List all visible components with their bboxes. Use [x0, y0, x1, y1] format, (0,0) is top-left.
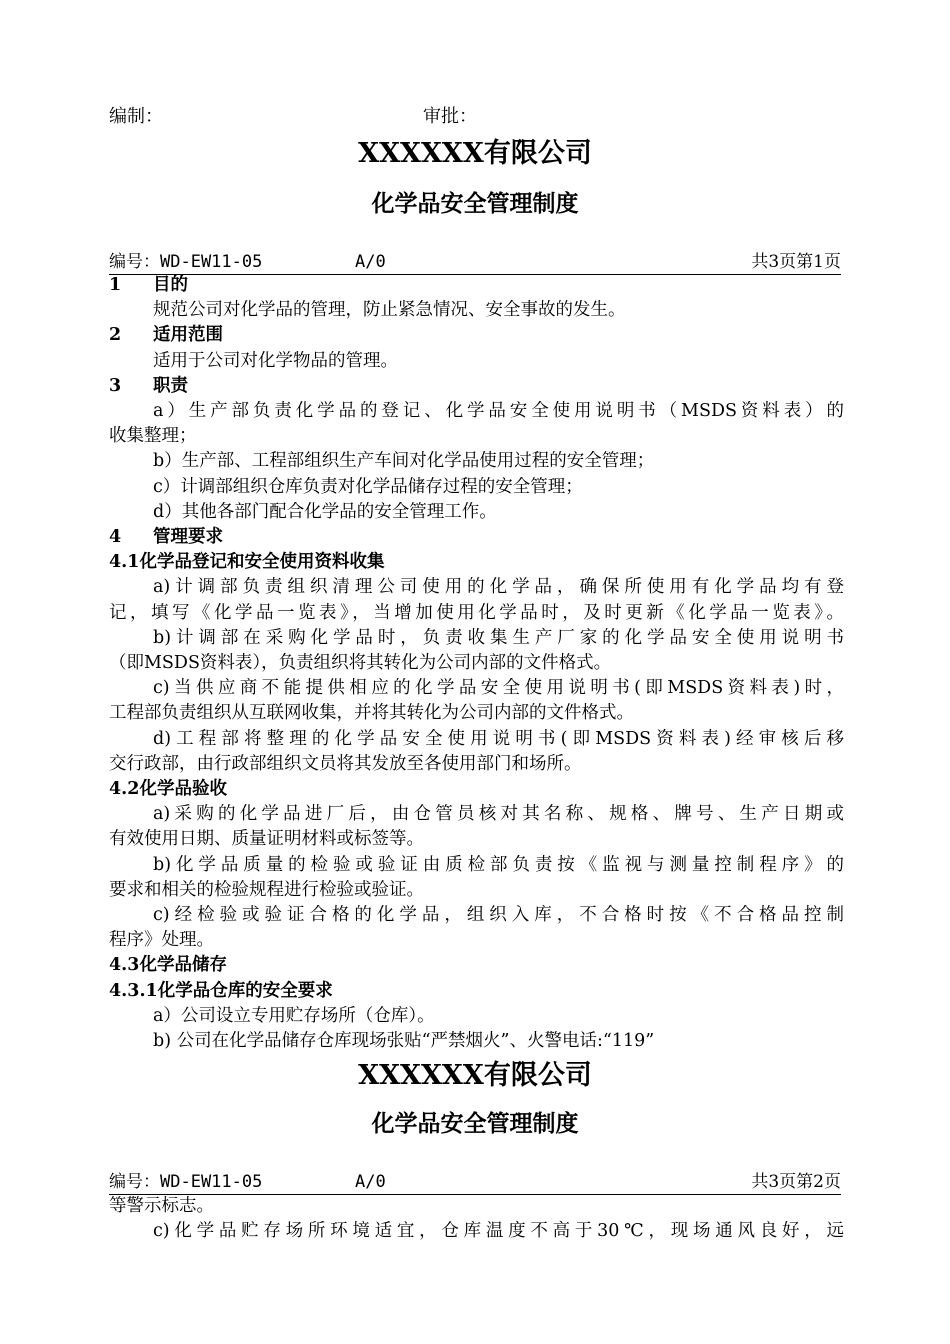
- body-text-line: a)采购的化学品进厂后，由仓管员核对其名称、规格、牌号、生产日期或: [153, 804, 844, 825]
- document-version: A/0: [355, 1172, 386, 1192]
- subsection-heading: 4.2化学品验收: [109, 779, 227, 800]
- body-text-line: 适用于公司对化学物品的管理。: [153, 350, 398, 371]
- body-text-line: 程序》处理。: [109, 930, 214, 951]
- body-text-line: 规范公司对化学品的管理，防止紧急情况、安全事故的发生。: [153, 300, 626, 321]
- document-header-row: [109, 250, 841, 275]
- subsection-heading: 4.3化学品储存: [109, 955, 227, 976]
- body-text-line: b）生产部、工程部组织生产车间对化学品使用过程的安全管理；: [153, 451, 655, 472]
- body-text-line: b)计调部在采购化学品时，负责收集生产厂家的化学品安全使用说明书: [153, 627, 844, 648]
- approve-label: 审批：: [423, 106, 477, 127]
- body-text-line: c)化学品贮存场所环境适宜，仓库温度不高于30℃，现场通风良好，远: [153, 1221, 844, 1242]
- body-text-line: c)当供应商不能提供相应的化学品安全使用说明书(即MSDS资料表)时，: [153, 678, 844, 699]
- section-title: 管理要求: [153, 527, 223, 548]
- subsection-heading: 4.1化学品登记和安全使用资料收集: [109, 552, 385, 573]
- section-number: 3: [109, 375, 122, 396]
- compile-label: 编制：: [109, 106, 163, 127]
- body-text-line: 记，填写《化学品一览表》，当增加使用化学品时，及时更新《化学品一览表》。: [109, 602, 844, 623]
- body-text-line: 收集整理；: [109, 426, 197, 447]
- page-info: 共3页第1页: [751, 252, 841, 272]
- section-number: 1: [109, 275, 122, 295]
- body-text-line: 要求和相关的检验规程进行检验或验证。: [109, 879, 424, 900]
- body-text-line: a）生产部负责化学品的登记、化学品安全使用说明书（MSDS资料表）的: [153, 401, 844, 422]
- section-heading: [109, 374, 844, 399]
- page2-body: [109, 1194, 844, 1244]
- section-heading: [109, 273, 844, 298]
- section-number: 2: [109, 325, 122, 346]
- body-text-line: a)计调部负责组织清理公司使用的化学品，确保所使用有化学品均有登: [153, 577, 844, 598]
- document-number: 编号：WD-EW11-05: [109, 252, 263, 272]
- document-header-row-page2: [109, 1170, 841, 1195]
- document-title-page2: 化学品安全管理制度: [371, 1110, 579, 1137]
- company-name: XXXXXX有限公司: [358, 138, 592, 169]
- signoff-line: [109, 102, 477, 128]
- page-info: 共3页第2页: [751, 1172, 841, 1192]
- section-title: 适用范围: [153, 325, 223, 346]
- body-text-line: c)经检验或验证合格的化学品，组织入库，不合格时按《不合格品控制: [153, 905, 844, 926]
- document-number: 编号：WD-EW11-05: [109, 1172, 263, 1192]
- body-text-line: b)化学品质量的检验或验证由质检部负责按《监视与测量控制程序》的: [153, 854, 844, 875]
- body-text-line: 有效使用日期、质量证明材料或标签等。: [109, 829, 424, 850]
- document-version: A/0: [355, 252, 386, 272]
- section-title: 职责: [153, 375, 188, 396]
- body-text-line: 等警示标志。: [109, 1196, 214, 1216]
- page1-body: [109, 273, 844, 1054]
- body-text-line: d）其他各部门配合化学品的安全管理工作。: [153, 501, 497, 522]
- section-heading: [109, 525, 844, 550]
- section-title: 目的: [153, 275, 188, 295]
- section-number: 4: [109, 527, 122, 548]
- company-name-page2: XXXXXX有限公司: [358, 1060, 592, 1091]
- body-text-line: 交行政部，由行政部组织文员将其发放至各使用部门和场所。: [109, 753, 582, 774]
- body-text-line: d)工程部将整理的化学品安全使用说明书(即MSDS资料表)经审核后移: [153, 728, 844, 749]
- section-heading: [109, 323, 844, 348]
- body-text-line: a）公司设立专用贮存场所（仓库）。: [153, 1005, 435, 1026]
- subsection-heading: 4.3.1化学品仓库的安全要求: [109, 980, 333, 1001]
- body-text-line: b) 公司在化学品储存仓库现场张贴“严禁烟火”、火警电话:“119”: [153, 1031, 655, 1052]
- body-text-line: c）计调部组织仓库负责对化学品储存过程的安全管理；: [153, 476, 583, 497]
- body-text-line: （即MSDS资料表），负责组织将其转化为公司内部的文件格式。: [109, 653, 612, 674]
- body-text-line: 工程部负责组织从互联网收集，并将其转化为公司内部的文件格式。: [109, 703, 634, 724]
- document-title: 化学品安全管理制度: [371, 190, 579, 217]
